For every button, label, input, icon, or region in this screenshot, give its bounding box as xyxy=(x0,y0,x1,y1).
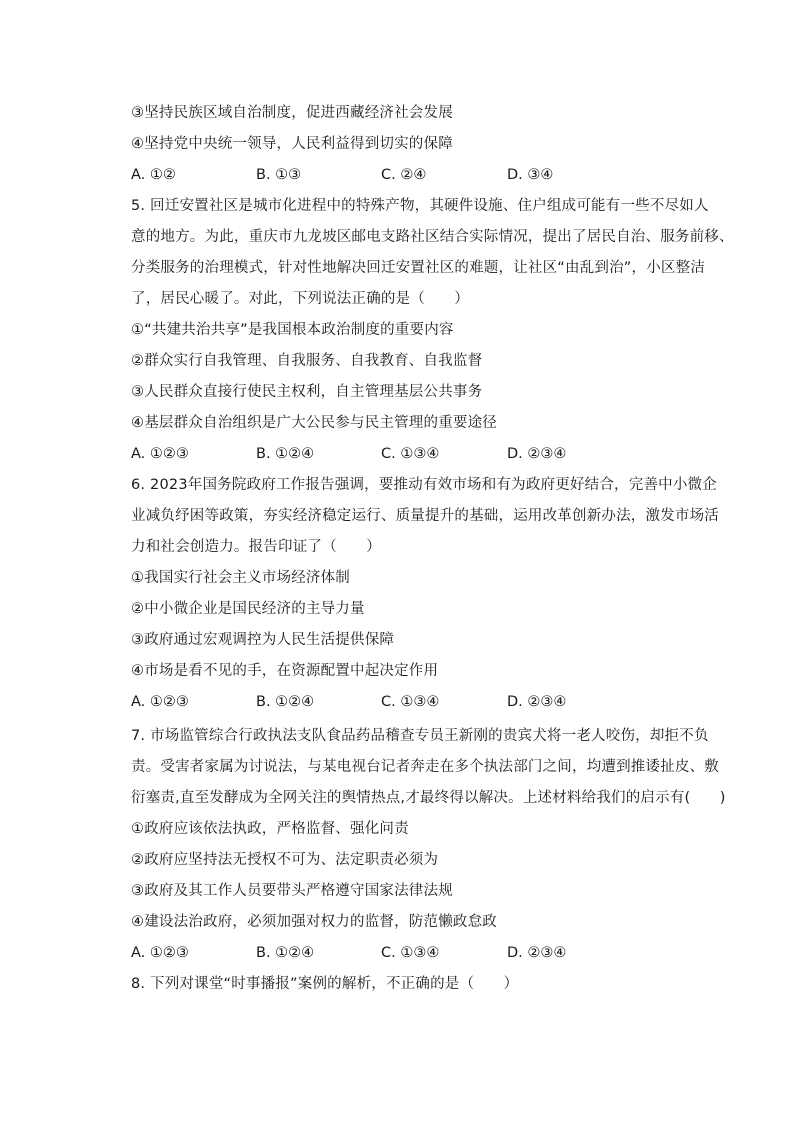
q6-option-a: A. ①②③ xyxy=(131,694,189,710)
q7-statement-2: ②政府应坚持法无授权不可为、法定职责必须为 xyxy=(131,852,439,868)
q6-stem-line-2: 业减负纾困等政策，夯实经济稳定运行、质量提升的基础，运用改革创新办法，激发市场活 xyxy=(131,508,719,524)
q5-option-d: D. ②③④ xyxy=(507,446,567,462)
q5-statement-2: ②群众实行自我管理、自我服务、自我教育、自我监督 xyxy=(131,353,483,369)
q6-option-b: B. ①②④ xyxy=(256,694,315,710)
q6-statement-2: ②中小微企业是国民经济的主导力量 xyxy=(131,601,365,617)
q5-option-a: A. ①②③ xyxy=(131,446,189,462)
q7-statement-4: ④建设法治政府，必须加强对权力的监督，防范懒政怠政 xyxy=(131,914,497,930)
q6-options xyxy=(131,692,671,712)
q6-statement-4: ④市场是看不见的手，在资源配置中起决定作用 xyxy=(131,663,439,679)
q8-stem-line-1: 8. 下列对课堂“时事播报”案例的解析，不正确的是（ ） xyxy=(131,976,519,992)
q4-options xyxy=(131,165,671,185)
q5-statement-3: ③人民群众直接行使民主权利，自主管理基层公共事务 xyxy=(131,384,483,400)
q6-option-d: D. ②③④ xyxy=(507,694,567,710)
q5-statement-1: ①“共建共治共享”是我国根本政治制度的重要内容 xyxy=(131,322,454,338)
q5-stem-line-3: 分类服务的治理模式，针对性地解决回迁安置社区的难题，让社区“由乱到治”，小区整洁 xyxy=(131,260,706,276)
q5-stem-line-4: 了，居民心暖了。对此，下列说法正确的是（ ） xyxy=(131,291,470,307)
q5-statement-4: ④基层群众自治组织是广大公民参与民主管理的重要途径 xyxy=(131,415,497,431)
q7-statement-1: ①政府应该依法执政，严格监督、强化问责 xyxy=(131,821,409,837)
q4-statement-3: ③坚持民族区域自治制度，促进西藏经济社会发展 xyxy=(131,105,453,121)
q7-option-a: A. ①②③ xyxy=(131,945,189,961)
q7-option-d: D. ②③④ xyxy=(507,945,567,961)
q6-statement-3: ③政府通过宏观调控为人民生活提供保障 xyxy=(131,632,395,648)
q7-statement-3: ③政府及其工作人员要带头严格遵守国家法律法规 xyxy=(131,883,453,899)
q4-option-a: A. ①② xyxy=(131,167,176,183)
q5-stem-line-1: 5. 回迁安置社区是城市化进程中的特殊产物，其硬件设施、住户组成可能有一些不尽如人 xyxy=(131,198,709,214)
q7-stem-line-3: 衍塞责,直至发酵成为全网关注的舆情热点,才最终得以解决。上述材料给我们的启示有( ) xyxy=(131,790,726,806)
q6-option-c: C. ①③④ xyxy=(381,694,440,710)
q7-option-b: B. ①②④ xyxy=(256,945,315,961)
q7-option-c: C. ①③④ xyxy=(381,945,440,961)
q4-option-d: D. ③④ xyxy=(507,167,554,183)
q6-stem-line-3: 力和社会创造力。报告印证了（ ） xyxy=(131,539,381,555)
q7-stem-line-2: 责。受害者家属为讨说法，与某电视台记者奔走在多个执法部门之间，均遭到推诿扯皮、敷 xyxy=(131,759,719,775)
q5-option-b: B. ①②④ xyxy=(256,446,315,462)
q4-statement-4: ④坚持党中央统一领导，人民利益得到切实的保障 xyxy=(131,136,453,152)
q6-statement-1: ①我国实行社会主义市场经济体制 xyxy=(131,570,350,586)
q5-options xyxy=(131,444,671,464)
q4-option-c: C. ②④ xyxy=(381,167,427,183)
q7-options xyxy=(131,943,671,963)
q5-option-c: C. ①③④ xyxy=(381,446,440,462)
q4-option-b: B. ①③ xyxy=(256,167,302,183)
q7-stem-line-1: 7. 市场监管综合行政执法支队食品药品稽查专员王新刚的贵宾犬将一老人咬伤，却拒不负 xyxy=(131,728,709,744)
q6-stem-line-1: 6. 2023年国务院政府工作报告强调，要推动有效市场和有为政府更好结合，完善中小微企 xyxy=(131,477,717,493)
q5-stem-line-2: 意的地方。为此，重庆市九龙坡区邮电支路社区结合实际情况，提出了居民自治、服务前移、 xyxy=(131,229,734,245)
